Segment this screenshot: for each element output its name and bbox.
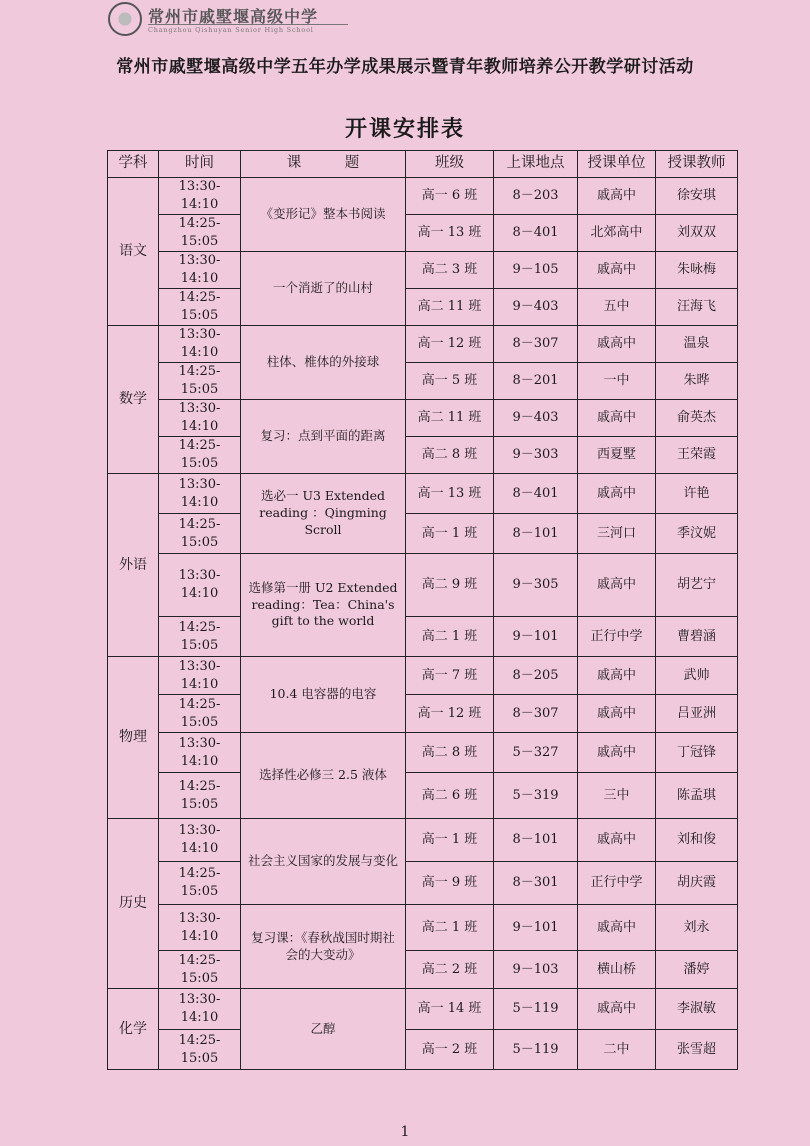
time-cell: 13:30-14:10 xyxy=(159,474,241,514)
topic-cell: 10.4 电容器的电容 xyxy=(241,657,406,733)
unit-cell: 戚高中 xyxy=(578,657,656,695)
table-row xyxy=(108,695,738,733)
room-cell: 8－101 xyxy=(494,514,578,554)
table-row xyxy=(108,989,738,1030)
time-cell: 13:30-14:10 xyxy=(159,989,241,1030)
table-row xyxy=(108,554,738,617)
time-cell: 14:25-15:05 xyxy=(159,363,241,400)
class-cell: 高一 2 班 xyxy=(406,1030,494,1070)
room-cell: 5－119 xyxy=(494,1030,578,1070)
teacher-cell: 刘永 xyxy=(656,905,738,951)
unit-cell: 三河口 xyxy=(578,514,656,554)
class-cell: 高一 12 班 xyxy=(406,326,494,363)
class-cell: 高一 6 班 xyxy=(406,178,494,215)
unit-cell: 正行中学 xyxy=(578,862,656,905)
teacher-cell: 汪海飞 xyxy=(656,289,738,326)
teacher-cell: 俞英杰 xyxy=(656,400,738,437)
unit-cell: 戚高中 xyxy=(578,989,656,1030)
room-cell: 9－305 xyxy=(494,554,578,617)
table-row xyxy=(108,733,738,773)
time-cell: 14:25-15:05 xyxy=(159,951,241,989)
time-cell: 13:30-14:10 xyxy=(159,554,241,617)
class-cell: 高一 14 班 xyxy=(406,989,494,1030)
unit-cell: 戚高中 xyxy=(578,400,656,437)
room-cell: 8－203 xyxy=(494,178,578,215)
class-cell: 高一 13 班 xyxy=(406,474,494,514)
subject-cell: 化学 xyxy=(108,989,159,1070)
teacher-cell: 张雪超 xyxy=(656,1030,738,1070)
logo-divider xyxy=(148,24,348,25)
column-header: 时间 xyxy=(159,151,241,178)
table-row xyxy=(108,437,738,474)
topic-cell: 选必一 U3 Extended reading ：Qingming Scroll xyxy=(241,474,406,554)
class-cell: 高二 11 班 xyxy=(406,289,494,326)
class-cell: 高一 13 班 xyxy=(406,215,494,252)
topic-cell: 《变形记》整本书阅读 xyxy=(241,178,406,252)
room-cell: 8－201 xyxy=(494,363,578,400)
teacher-cell: 吕亚洲 xyxy=(656,695,738,733)
teacher-cell: 刘和俊 xyxy=(656,819,738,862)
time-cell: 14:25-15:05 xyxy=(159,514,241,554)
topic-cell: 一个消逝了的山村 xyxy=(241,252,406,326)
subject-cell: 历史 xyxy=(108,819,159,989)
table-row xyxy=(108,862,738,905)
room-cell: 8－101 xyxy=(494,819,578,862)
table-row xyxy=(108,617,738,657)
school-name-cn: 常州市戚墅堰高级中学 xyxy=(148,7,319,26)
table-row xyxy=(108,773,738,819)
class-cell: 高二 2 班 xyxy=(406,951,494,989)
table-row xyxy=(108,657,738,695)
document-title: 常州市戚墅堰高级中学五年办学成果展示暨青年教师培养公开教学研讨活动 xyxy=(116,57,694,77)
time-cell: 14:25-15:05 xyxy=(159,1030,241,1070)
schedule-body xyxy=(108,178,738,1070)
column-header: 授课教师 xyxy=(656,151,738,178)
class-cell: 高二 9 班 xyxy=(406,554,494,617)
table-row xyxy=(108,819,738,862)
class-cell: 高二 1 班 xyxy=(406,617,494,657)
page-number: 1 xyxy=(400,1124,410,1140)
time-cell: 14:25-15:05 xyxy=(159,773,241,819)
class-cell: 高一 12 班 xyxy=(406,695,494,733)
unit-cell: 横山桥 xyxy=(578,951,656,989)
teacher-cell: 武帅 xyxy=(656,657,738,695)
table-header-row xyxy=(108,151,738,178)
time-cell: 14:25-15:05 xyxy=(159,862,241,905)
column-header: 班级 xyxy=(406,151,494,178)
teacher-cell: 丁冠锋 xyxy=(656,733,738,773)
time-cell: 13:30-14:10 xyxy=(159,819,241,862)
class-cell: 高二 8 班 xyxy=(406,437,494,474)
teacher-cell: 陈孟琪 xyxy=(656,773,738,819)
teacher-cell: 刘双双 xyxy=(656,215,738,252)
subject-cell: 物理 xyxy=(108,657,159,819)
school-name-en: Changzhou Qishuyan Senior High School xyxy=(148,26,314,34)
unit-cell: 三中 xyxy=(578,773,656,819)
table-title: 开课安排表 xyxy=(344,116,465,142)
time-cell: 13:30-14:10 xyxy=(159,400,241,437)
column-header: 授课单位 xyxy=(578,151,656,178)
teacher-cell: 徐安琪 xyxy=(656,178,738,215)
room-cell: 8－205 xyxy=(494,657,578,695)
unit-cell: 戚高中 xyxy=(578,474,656,514)
unit-cell: 戚高中 xyxy=(578,178,656,215)
unit-cell: 戚高中 xyxy=(578,905,656,951)
room-cell: 8－307 xyxy=(494,326,578,363)
unit-cell: 戚高中 xyxy=(578,695,656,733)
subject-cell: 语文 xyxy=(108,178,159,326)
teacher-cell: 朱咏梅 xyxy=(656,252,738,289)
teacher-cell: 王荣霞 xyxy=(656,437,738,474)
room-cell: 9－101 xyxy=(494,905,578,951)
time-cell: 14:25-15:05 xyxy=(159,215,241,252)
topic-cell: 乙醇 xyxy=(241,989,406,1070)
column-header: 上课地点 xyxy=(494,151,578,178)
class-cell: 高一 7 班 xyxy=(406,657,494,695)
room-cell: 5－119 xyxy=(494,989,578,1030)
table-row xyxy=(108,474,738,514)
topic-cell: 复习：点到平面的距离 xyxy=(241,400,406,474)
teacher-cell: 季汶妮 xyxy=(656,514,738,554)
column-header: 学科 xyxy=(108,151,159,178)
time-cell: 13:30-14:10 xyxy=(159,326,241,363)
time-cell: 13:30-14:10 xyxy=(159,178,241,215)
table-row xyxy=(108,178,738,215)
room-cell: 9－403 xyxy=(494,400,578,437)
column-header: 课 题 xyxy=(241,151,406,178)
room-cell: 8－401 xyxy=(494,215,578,252)
table-row xyxy=(108,326,738,363)
room-cell: 8－301 xyxy=(494,862,578,905)
room-cell: 9－303 xyxy=(494,437,578,474)
school-seal-icon xyxy=(108,2,142,36)
room-cell: 9－101 xyxy=(494,617,578,657)
topic-cell: 选择性必修三 2.5 液体 xyxy=(241,733,406,819)
table-row xyxy=(108,289,738,326)
table-row xyxy=(108,215,738,252)
subject-cell: 数学 xyxy=(108,326,159,474)
time-cell: 13:30-14:10 xyxy=(159,252,241,289)
topic-cell: 复习课：《春秋战国时期社会的大变动》 xyxy=(241,905,406,989)
room-cell: 9－103 xyxy=(494,951,578,989)
schedule-table xyxy=(107,150,738,1070)
room-cell: 8－401 xyxy=(494,474,578,514)
time-cell: 13:30-14:10 xyxy=(159,733,241,773)
teacher-cell: 胡庆霞 xyxy=(656,862,738,905)
topic-cell: 社会主义国家的发展与变化 xyxy=(241,819,406,905)
teacher-cell: 曹碧涵 xyxy=(656,617,738,657)
topic-cell: 柱体、椎体的外接球 xyxy=(241,326,406,400)
class-cell: 高二 11 班 xyxy=(406,400,494,437)
teacher-cell: 许艳 xyxy=(656,474,738,514)
teacher-cell: 胡艺宁 xyxy=(656,554,738,617)
table-row xyxy=(108,951,738,989)
unit-cell: 二中 xyxy=(578,1030,656,1070)
unit-cell: 正行中学 xyxy=(578,617,656,657)
table-row xyxy=(108,1030,738,1070)
class-cell: 高一 9 班 xyxy=(406,862,494,905)
unit-cell: 一中 xyxy=(578,363,656,400)
table-row xyxy=(108,905,738,951)
table-row xyxy=(108,252,738,289)
time-cell: 14:25-15:05 xyxy=(159,289,241,326)
time-cell: 14:25-15:05 xyxy=(159,695,241,733)
class-cell: 高二 1 班 xyxy=(406,905,494,951)
school-logo xyxy=(108,2,368,42)
room-cell: 8－307 xyxy=(494,695,578,733)
room-cell: 9－105 xyxy=(494,252,578,289)
teacher-cell: 温泉 xyxy=(656,326,738,363)
topic-cell: 选修第一册 U2 Extended reading：Tea：China's gift to the world xyxy=(241,554,406,657)
time-cell: 13:30-14:10 xyxy=(159,657,241,695)
class-cell: 高二 8 班 xyxy=(406,733,494,773)
unit-cell: 戚高中 xyxy=(578,326,656,363)
class-cell: 高一 5 班 xyxy=(406,363,494,400)
teacher-cell: 李淑敏 xyxy=(656,989,738,1030)
unit-cell: 戚高中 xyxy=(578,733,656,773)
room-cell: 5－327 xyxy=(494,733,578,773)
room-cell: 9－403 xyxy=(494,289,578,326)
class-cell: 高二 6 班 xyxy=(406,773,494,819)
class-cell: 高二 3 班 xyxy=(406,252,494,289)
table-row xyxy=(108,363,738,400)
unit-cell: 五中 xyxy=(578,289,656,326)
unit-cell: 北郊高中 xyxy=(578,215,656,252)
unit-cell: 戚高中 xyxy=(578,819,656,862)
time-cell: 13:30-14:10 xyxy=(159,905,241,951)
teacher-cell: 潘婷 xyxy=(656,951,738,989)
teacher-cell: 朱晔 xyxy=(656,363,738,400)
subject-cell: 外语 xyxy=(108,474,159,657)
class-cell: 高一 1 班 xyxy=(406,819,494,862)
class-cell: 高一 1 班 xyxy=(406,514,494,554)
unit-cell: 戚高中 xyxy=(578,252,656,289)
unit-cell: 西夏墅 xyxy=(578,437,656,474)
table-row xyxy=(108,514,738,554)
time-cell: 14:25-15:05 xyxy=(159,617,241,657)
unit-cell: 戚高中 xyxy=(578,554,656,617)
table-row xyxy=(108,400,738,437)
room-cell: 5－319 xyxy=(494,773,578,819)
time-cell: 14:25-15:05 xyxy=(159,437,241,474)
